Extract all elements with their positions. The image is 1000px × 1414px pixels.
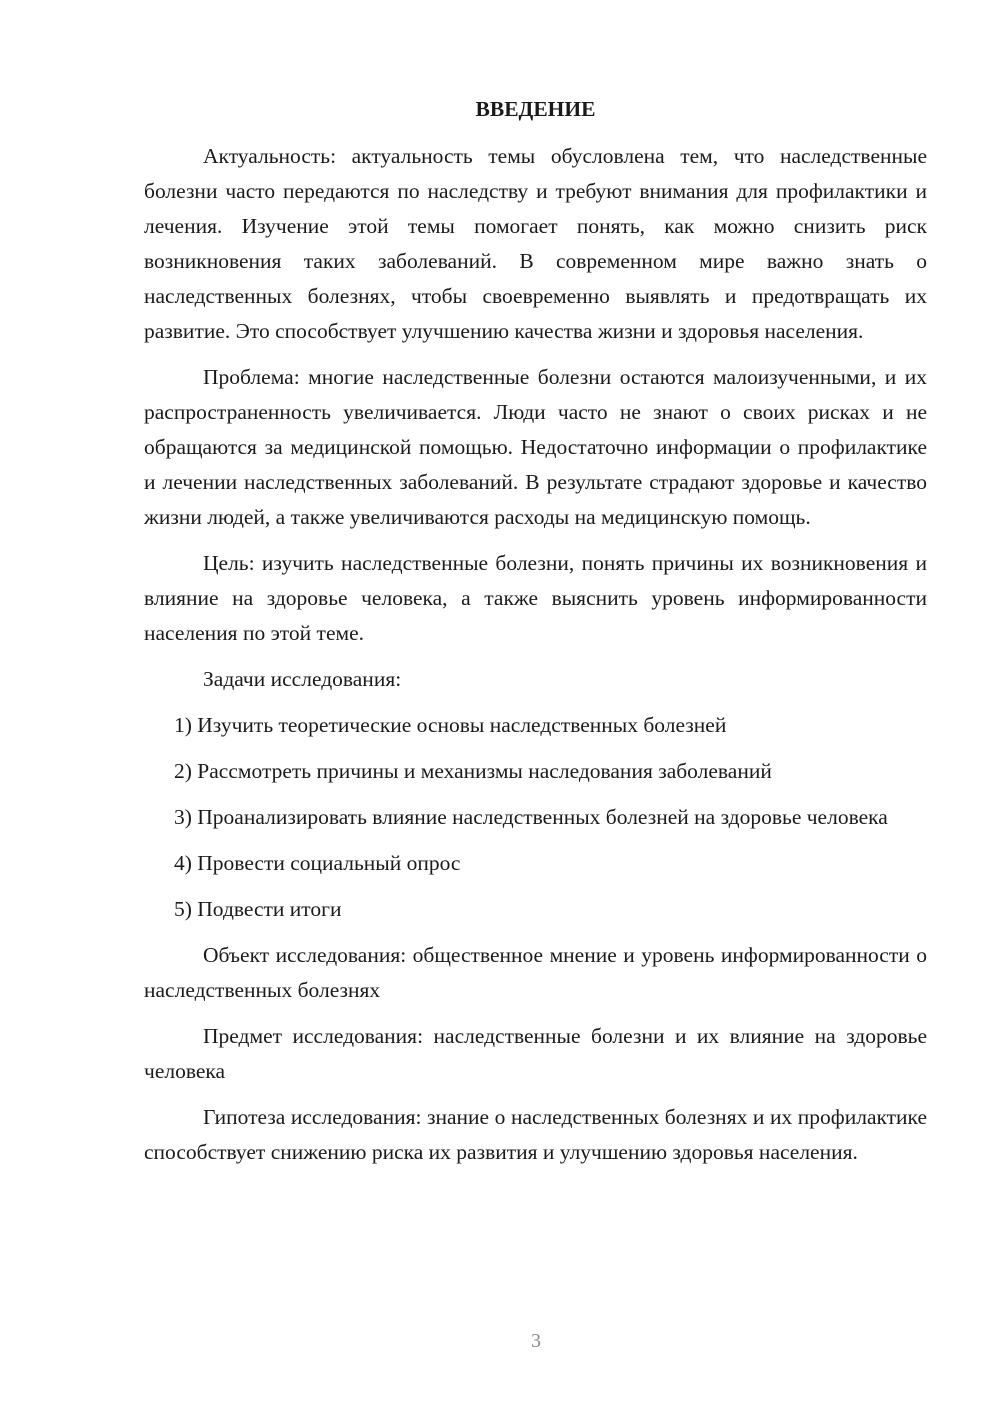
page-number: 3 (531, 1330, 541, 1352)
subject-paragraph: Предмет исследования: наследственные болезни и их влияние на здоровье человека (144, 1024, 927, 1083)
document-body (144, 92, 927, 1181)
hypothesis-paragraph: Гипотеза исследования: знание о наследственных болезнях и их профилактике способствует снижению риска их развития и улучшению здоровья населения. (144, 1105, 927, 1164)
task-item-4: 4) Провести социальный опрос (174, 851, 461, 875)
goal-paragraph: Цель: изучить наследственные болезни, понять причины их возникновения и влияние на здоровье человека, а также выяснить уровень информированности населения по этой теме. (144, 551, 927, 645)
problem-paragraph: Проблема: многие наследственные болезни остаются малоизученными, и их распространенность увеличивается. Люди часто не знают о своих рисках и не обращаются за медицинской помощью. Недостаточно информации о профилактике и лечении наследственных заболеваний. В результате страдают здоровье и качество жизни людей, а также увеличиваются расходы на медицинскую помощь. (144, 365, 927, 529)
section-title: ВВЕДЕНИЕ (475, 97, 596, 121)
relevance-paragraph: Актуальность: актуальность темы обусловлена тем, что наследственные болезни часто передаются по наследству и требуют внимания для профилактики и лечения. Изучение этой темы помогает понять, как можно снизить риск возникновения таких заболеваний. В современном мире важно знать о наследственных болезнях, чтобы своевременно выявлять и предотвращать их развитие. Это способствует улучшению качества жизни и здоровья населения. (144, 144, 927, 343)
task-item-3: 3) Проанализировать влияние наследственных болезней на здоровье человека (174, 805, 888, 829)
task-item-2: 2) Рассмотреть причины и механизмы наследования заболеваний (174, 759, 772, 783)
task-item-1: 1) Изучить теоретические основы наследственных болезней (174, 713, 727, 737)
object-paragraph: Объект исследования: общественное мнение и уровень информированности о наследственных болезнях (144, 943, 927, 1002)
tasks-heading: Задачи исследования: (203, 667, 402, 691)
task-item-5: 5) Подвести итоги (174, 897, 342, 921)
